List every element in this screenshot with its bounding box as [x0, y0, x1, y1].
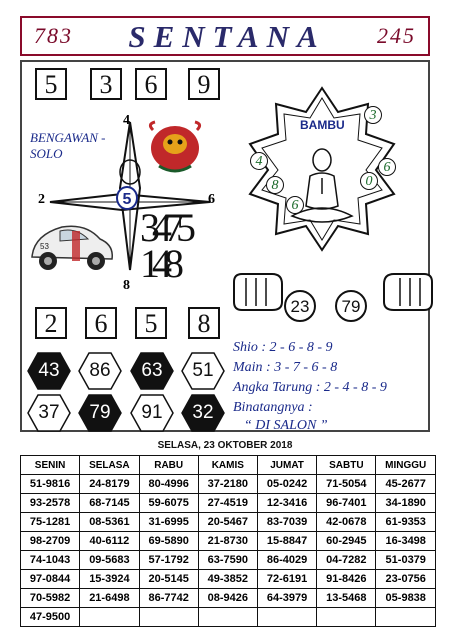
main-line: Main : 3 - 7 - 6 - 8: [233, 360, 338, 375]
hexagon-value: 37: [38, 402, 60, 423]
table-cell: 80-4996: [139, 475, 198, 494]
table-cell: 49-3852: [198, 570, 257, 589]
lotus-petal-digit: 3: [364, 106, 382, 124]
location-label: BENGAWAN - SOLO: [30, 130, 106, 161]
hexagon-number: [181, 352, 225, 390]
top-digit-4: 9: [188, 68, 220, 100]
table-date: SELASA, 23 OKTOBER 2018: [157, 440, 293, 451]
header-banner: [20, 16, 430, 56]
hexagon-number: [181, 394, 225, 432]
table-cell: 20-5145: [139, 570, 198, 589]
hexagon-number: [130, 394, 174, 432]
car-icon: [26, 217, 118, 277]
left-fist-icon: [232, 272, 284, 312]
table-cell: 59-6075: [139, 494, 198, 513]
table-cell: 93-2578: [21, 494, 80, 513]
table-cell: 70-5982: [21, 589, 80, 608]
table-cell: 98-2709: [21, 532, 80, 551]
results-table: [20, 455, 436, 627]
table-cell: 63-7590: [198, 551, 257, 570]
table-cell: 51-0379: [376, 551, 436, 570]
right-fist-icon: [382, 272, 434, 312]
table-cell: [139, 608, 198, 627]
hexagon-number: [78, 352, 122, 390]
table-cell: 21-6498: [80, 589, 139, 608]
table-cell: 15-3924: [80, 570, 139, 589]
table-cell: 47-9500: [21, 608, 80, 627]
middle-digit-2: 6: [85, 307, 117, 339]
table-cell: 69-5890: [139, 532, 198, 551]
fist-left-number: 23: [284, 290, 316, 322]
table-row: [21, 494, 436, 513]
table-cell: [257, 608, 316, 627]
top-digit-2: 3: [90, 68, 122, 100]
table-cell: 74-1043: [21, 551, 80, 570]
hexagon-value: 91: [141, 402, 163, 423]
compass-right-number: 6: [208, 192, 215, 207]
lotus-petal-digit: 4: [250, 152, 268, 170]
table-cell: 08-9426: [198, 589, 257, 608]
column-header: SENIN: [21, 456, 80, 475]
table-cell: 75-1281: [21, 513, 80, 532]
table-row: [21, 608, 436, 627]
table-cell: 05-9838: [376, 589, 436, 608]
middle-digit-1: 2: [35, 307, 67, 339]
hexagon-number: [27, 352, 71, 390]
column-header: JUMAT: [257, 456, 316, 475]
hexagon-value: 43: [38, 360, 60, 381]
fist-right-number: 79: [335, 290, 367, 322]
binatang-value: “ DI SALON ”: [244, 418, 328, 433]
table-cell: 42-0678: [317, 513, 376, 532]
svg-text:53: 53: [40, 242, 49, 251]
compass-left-number: 2: [38, 192, 45, 207]
table-row: [21, 475, 436, 494]
hexagon-value: 32: [192, 402, 214, 423]
table-cell: 51-9816: [21, 475, 80, 494]
header-title: SENTANA: [128, 19, 326, 54]
column-header: RABU: [139, 456, 198, 475]
compass-top-number: 4: [123, 113, 130, 128]
dragon-icon: [145, 120, 205, 176]
table-cell: [317, 608, 376, 627]
table-row: [21, 532, 436, 551]
table-cell: 13-5468: [317, 589, 376, 608]
table-cell: 83-7039: [257, 513, 316, 532]
table-cell: 37-2180: [198, 475, 257, 494]
table-cell: 40-6112: [80, 532, 139, 551]
table-cell: [198, 608, 257, 627]
table-row: [21, 589, 436, 608]
table-cell: 96-7401: [317, 494, 376, 513]
hexagon-value: 51: [192, 360, 214, 381]
lotus-petal-digit: 6: [286, 196, 304, 214]
lotus-petal-digit: 0: [360, 172, 378, 190]
table-cell: 16-3498: [376, 532, 436, 551]
header-right-number: 245: [377, 23, 416, 48]
top-digit-1: 5: [35, 68, 67, 100]
hexagon-value: 79: [89, 402, 111, 423]
table-cell: 60-2945: [317, 532, 376, 551]
table-cell: 15-8847: [257, 532, 316, 551]
table-cell: 09-5683: [80, 551, 139, 570]
top-digit-3: 6: [135, 68, 167, 100]
table-cell: [376, 608, 436, 627]
compass-bottom-number: 8: [123, 278, 130, 293]
overlay-digits: 3475 148: [140, 205, 188, 286]
hexagon-value: 63: [141, 360, 163, 381]
table-cell: 71-5054: [317, 475, 376, 494]
lotus-petal-digit: 6: [378, 158, 396, 176]
table-cell: 12-3416: [257, 494, 316, 513]
hexagon-number: [27, 394, 71, 432]
middle-digit-4: 8: [188, 307, 220, 339]
table-row: [21, 551, 436, 570]
hexagon-value: 86: [89, 360, 111, 381]
hexagon-number: [78, 394, 122, 432]
table-row: [21, 513, 436, 532]
table-cell: 20-5467: [198, 513, 257, 532]
table-cell: 21-8730: [198, 532, 257, 551]
table-cell: [80, 608, 139, 627]
table-cell: 31-6995: [139, 513, 198, 532]
column-header: MINGGU: [376, 456, 436, 475]
table-cell: 72-6191: [257, 570, 316, 589]
table-cell: 45-2677: [376, 475, 436, 494]
table-header-row: [21, 456, 436, 475]
table-cell: 91-8426: [317, 570, 376, 589]
column-header: SELASA: [80, 456, 139, 475]
column-header: KAMIS: [198, 456, 257, 475]
header-left-number: 783: [34, 23, 73, 48]
table-cell: 86-7742: [139, 589, 198, 608]
hexagon-number: [130, 352, 174, 390]
table-cell: 61-9353: [376, 513, 436, 532]
table-cell: 68-7145: [80, 494, 139, 513]
column-header: SABTU: [317, 456, 376, 475]
table-cell: 04-7282: [317, 551, 376, 570]
table-cell: 05-0242: [257, 475, 316, 494]
table-cell: 64-3979: [257, 589, 316, 608]
table-cell: 97-0844: [21, 570, 80, 589]
table-cell: 08-5361: [80, 513, 139, 532]
table-cell: 86-4029: [257, 551, 316, 570]
table-cell: 24-8179: [80, 475, 139, 494]
table-row: [21, 570, 436, 589]
shio-line: Shio : 2 - 6 - 8 - 9: [233, 340, 333, 355]
table-cell: 27-4519: [198, 494, 257, 513]
middle-digit-3: 5: [135, 307, 167, 339]
table-cell: 57-1792: [139, 551, 198, 570]
table-cell: 34-1890: [376, 494, 436, 513]
compass-center-number: 5: [116, 186, 138, 210]
lotus-label: BAMBU: [300, 118, 345, 132]
binatang-label: Binatangnya :: [233, 400, 313, 415]
lotus-petal-digit: 8: [266, 176, 284, 194]
table-cell: 23-0756: [376, 570, 436, 589]
angka-tarung-line: Angka Tarung : 2 - 4 - 8 - 9: [233, 380, 387, 395]
